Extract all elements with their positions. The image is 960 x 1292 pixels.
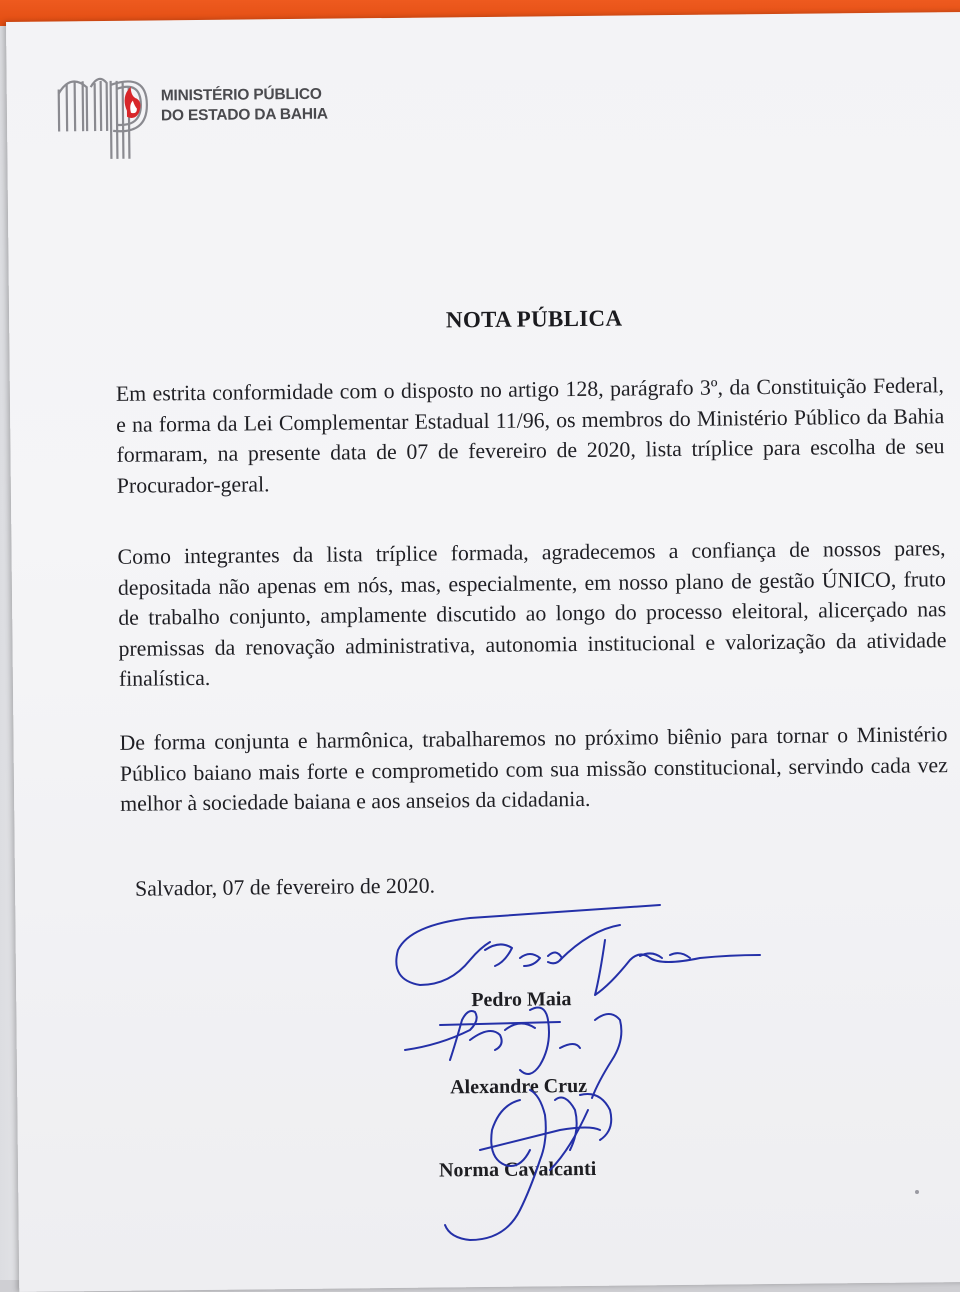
organization-name [161,85,328,127]
paragraph-3: De forma conjunta e harmônica, trabalharemos no próximo biênio para tornar o Ministério Público baiano mais forte e comprometido com sua missão constitucional, servindo cada vez melhor à sociedade baiana e aos anseios da cidadania. [119,722,948,816]
paper-sheet [6,12,960,1292]
org-name-line2: DO ESTADO DA BAHIA [160,105,328,125]
signer-name-pedro-maia: Pedro Maia [471,988,572,1012]
document-title: NOTA PÚBLICA [445,305,623,333]
date-line: Salvador, 07 de fevereiro de 2020. [134,873,436,901]
paragraph-1: Em estrita conformidade com o disposto no artigo 128, parágrafo 3º, da Constituição Federal, e na forma da Lei Complementar Estadual 11/96, os membros do Ministério Público da Bahia formaram, na presente data de 07 de fevereiro de 2020, lista tríplice para escolha de seu Procurador-geral. [115,373,945,498]
wall-mark [915,1190,919,1194]
signer-name-alexandre-cruz: Alexandre Cruz [450,1074,588,1099]
paragraph-2: Como integrantes da lista tríplice formada, agradecemos a confiança de nossos pares, depositada não apenas em nós, mas, especialmente, em nosso plano de gestão ÚNICO, fruto de trabalho conjunto, amplamente discutido ao longo do processo eleitoral, alicerçado nas premissas da renovação administrativa, autonomia institucional e valorização da atividade finalística. [117,536,947,691]
signer-name-norma-cavalcanti: Norma Cavalcanti [438,1157,597,1182]
mp-logo-icon [50,58,171,167]
org-name-line1: MINISTÉRIO PÚBLICO [160,85,322,105]
